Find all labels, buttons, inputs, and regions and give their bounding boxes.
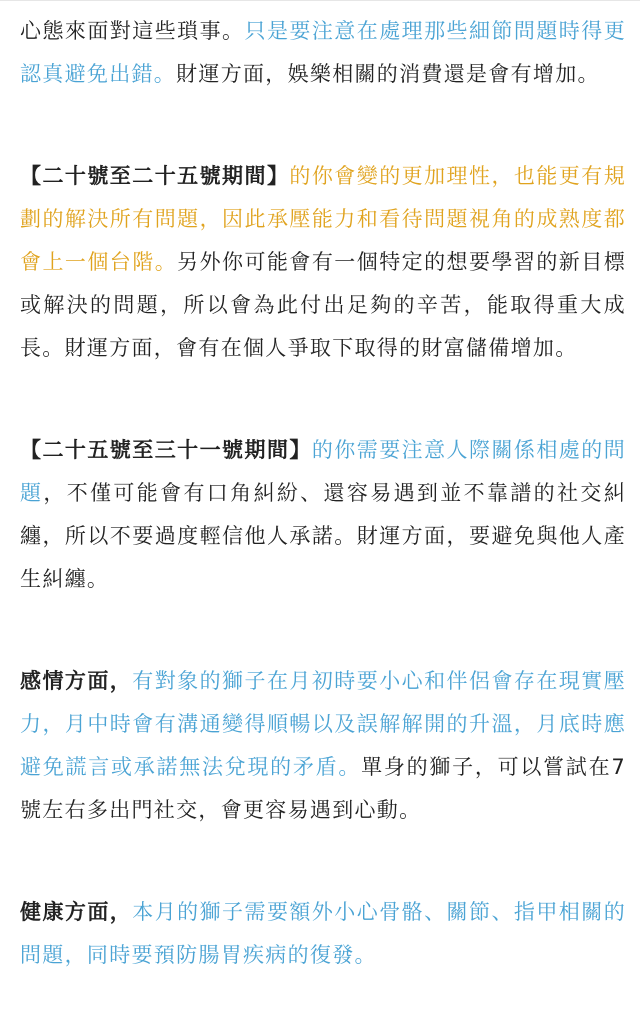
highlight-segment: 的你會變的更加理性，也能更有規劃的解決所有問題，因此承壓能力和看待問題視角的成熟度都會上一個台階。 <box>20 164 626 274</box>
highlight-segment: 的你需要注意人際關係相處的問題 <box>20 438 627 505</box>
section-heading: 感情方面， <box>20 669 133 693</box>
period-heading: 【二十號至二十五號期間】 <box>20 164 290 188</box>
article-body <box>20 10 626 977</box>
highlight-segment: 有對象的獅子在月初時要小心和伴侶會存在現實壓力，月中時會有溝通變得順暢以及誤解解開的升溫，月底時應避免謊言或承諾無法兌現的矛盾。 <box>20 669 626 779</box>
text-segment: 單身的獅子，可以嘗試在7號左右多出門社交，會更容易遇到心動。 <box>20 755 626 822</box>
paragraph-period-25-31 <box>20 429 626 601</box>
highlight-segment: 只是要注意在處理那些細節問題時得更認真避免出錯。 <box>20 19 626 86</box>
paragraph-finance-continued <box>20 10 626 96</box>
paragraph-love <box>20 660 626 832</box>
highlight-segment: 本月的獅子需要額外小心骨骼、關節、指甲相關的問題，同時要預防腸胃疾病的復發。 <box>20 900 626 967</box>
paragraph-health <box>20 891 626 977</box>
text-segment: ，不僅可能會有口角糾紛、還容易遇到並不靠譜的社交糾纏，所以不要過度輕信他人承諾。財運方面，要避免與他人產生糾纏。 <box>20 481 626 591</box>
top-divider <box>0 0 640 1</box>
text-segment: 另外你可能會有一個特定的想要學習的新目標或解決的問題，所以會為此付出足夠的辛苦，能取得重大成長。財運方面，會有在個人爭取下取得的財富儲備增加。 <box>20 250 626 360</box>
text-segment: 財運方面，娛樂相關的消費還是會有增加。 <box>176 62 600 86</box>
paragraph-period-20-25 <box>20 155 626 370</box>
section-heading: 健康方面， <box>20 900 133 924</box>
text-segment: 心態來面對這些瑣事。 <box>20 19 245 43</box>
period-heading: 【二十五號至三十一號期間】 <box>20 438 312 462</box>
